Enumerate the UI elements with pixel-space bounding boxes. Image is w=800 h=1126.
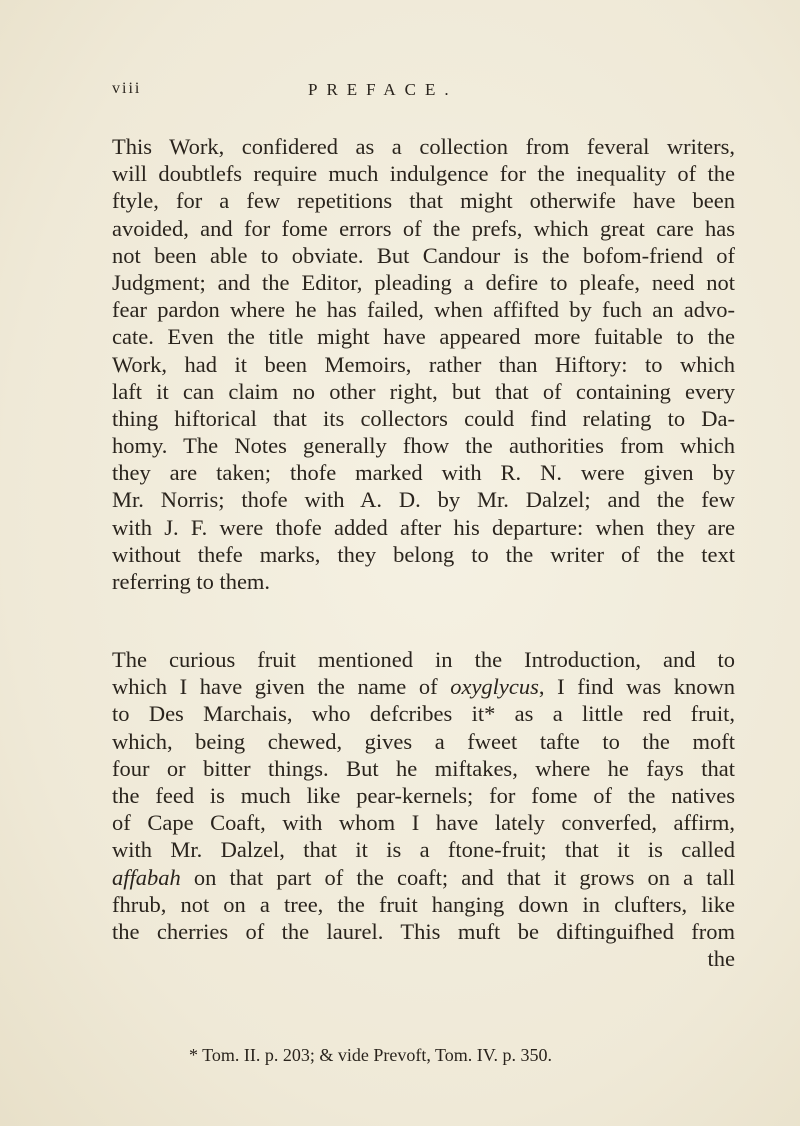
text-run: which I have given the name of: [112, 674, 451, 700]
text-line: laft it can claim no other right, but that of containing every: [112, 378, 735, 404]
text-line: cate. Even the title might have appeared more fuitable to the: [112, 324, 735, 350]
catchword: the: [707, 946, 735, 972]
paragraph-1: [112, 133, 735, 595]
running-title: PREFACE.: [308, 80, 458, 99]
running-head: [112, 80, 712, 108]
text-line: [112, 864, 735, 891]
text-line: the cherries of the laurel. This muft be diftinguifhed from: [112, 918, 735, 944]
text-line: homy. The Notes generally fhow the authorities from which: [112, 433, 735, 459]
text-line: with Mr. Dalzel, that it is a ftone-fruit; that it is called: [112, 837, 735, 863]
text-run: on that part of the coaft; and that it grows on a tall: [180, 864, 735, 890]
footnote: * Tom. II. p. 203; & vide Prevoft, Tom. IV. p. 350.: [189, 1045, 552, 1065]
text-line: fhrub, not on a tree, the fruit hanging down in clufters, like: [112, 891, 735, 917]
text-line: the feed is much like pear-kernels; for fome of the natives: [112, 782, 735, 808]
text-line: not been able to obviate. But Candour is the bofom-friend of: [112, 242, 735, 268]
text-line: referring to them.: [112, 569, 271, 594]
text-line: ftyle, for a few repetitions that might otherwife have been: [112, 188, 735, 214]
text-line: four or bitter things. But he miftakes, where he fays that: [112, 755, 735, 781]
text-line: This Work, confidered as a collection from feveral writers,: [112, 134, 735, 159]
page-number: viii: [112, 80, 142, 97]
text-line: with J. F. were thofe added after his departure: when they are: [112, 514, 735, 540]
text-line: Work, had it been Memoirs, rather than Hiftory: to which: [112, 351, 735, 377]
text-line: of Cape Coaft, with whom I have lately converfed, affirm,: [112, 810, 735, 836]
italic-term: oxyglycus: [450, 674, 539, 700]
text-line: Judgment; and the Editor, pleading a defire to pleafe, need not: [112, 269, 735, 295]
text-line: they are taken; thofe marked with R. N. were given by: [112, 460, 735, 486]
text-line: Mr. Norris; thofe with A. D. by Mr. Dalzel; and the few: [112, 487, 735, 513]
text-line: to Des Marchais, who defcribes it* as a little red fruit,: [112, 701, 735, 727]
text-line: [112, 673, 735, 700]
text-run: , I find was known: [538, 674, 735, 700]
italic-term: affabah: [112, 864, 181, 890]
paragraph-2: [112, 646, 735, 972]
text-line: thing hiftorical that its collectors could find relating to Da-: [112, 405, 735, 431]
text-line: fear pardon where he has failed, when affifted by fuch an advo-: [112, 297, 735, 323]
text-line: without thefe marks, they belong to the writer of the text: [112, 541, 735, 567]
text-line: which, being chewed, gives a fweet tafte to the moft: [112, 728, 735, 754]
text-line: will doubtlefs require much indulgence for the inequality of the: [112, 161, 735, 187]
text-line: avoided, and for fome errors of the prefs, which great care has: [112, 215, 735, 241]
text-line: The curious fruit mentioned in the Introduction, and to: [112, 647, 735, 672]
